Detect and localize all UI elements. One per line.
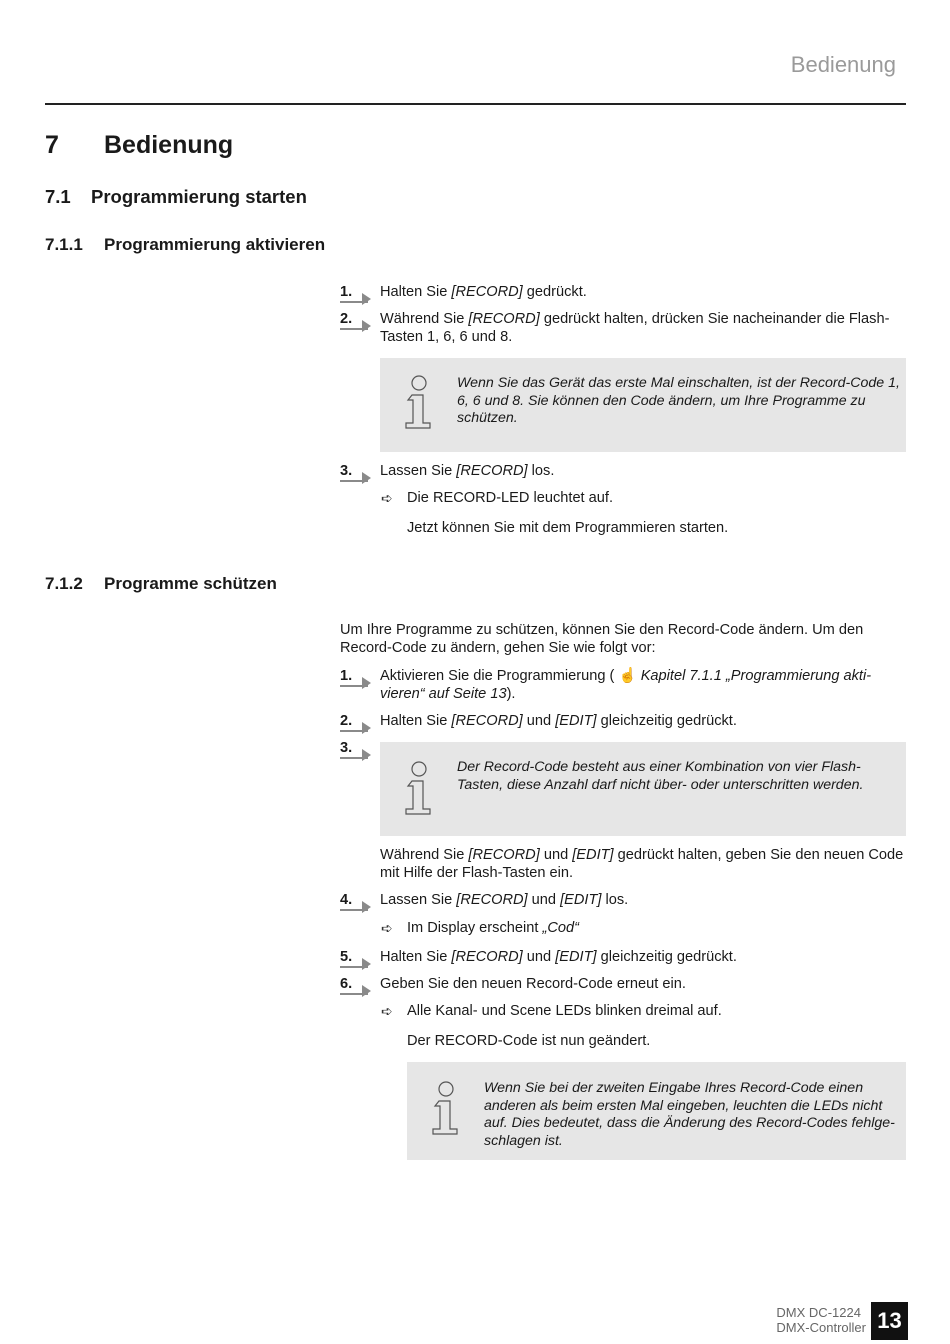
running-header: Bedienung	[790, 52, 896, 77]
step-marker	[340, 740, 380, 758]
key-label: [EDIT]	[572, 847, 614, 863]
text: Tasten 1, 6, 6 und 8.	[380, 328, 513, 345]
section-title: Programmierung starten	[91, 186, 307, 207]
step-text	[380, 949, 737, 967]
followup-text: Jetzt können Sie mit dem Programmieren starten.	[407, 520, 729, 536]
step-number: 1.	[340, 284, 353, 300]
page-number: 13	[871, 1302, 908, 1340]
key-label: [EDIT]	[555, 949, 597, 965]
chapter-title: Bedienung	[104, 131, 234, 159]
text: und	[522, 713, 556, 729]
text: anderen als beim ersten Mal eingeben, leuchten die LEDs nicht	[484, 1097, 883, 1114]
text: gleichzeitig gedrückt.	[596, 949, 737, 965]
text: los.	[527, 463, 555, 479]
text: Aktivieren Sie die Programmierung (	[380, 668, 619, 684]
note-text	[457, 759, 863, 794]
key-label: [RECORD]	[451, 284, 523, 300]
info-icon	[402, 374, 436, 430]
key-label: [RECORD]	[456, 463, 528, 479]
text: Wenn Sie bei der zweiten Eingabe Ihres Record-Code einen	[484, 1080, 864, 1096]
result-arrow-icon: ➪	[381, 490, 393, 506]
text: und	[527, 892, 561, 908]
text: Der Record-Code besteht aus einer Kombination von vier Flash-	[457, 759, 861, 775]
note-text	[457, 375, 900, 428]
step-number: 6.	[340, 976, 353, 992]
result-text: Alle Kanal- und Scene LEDs blinken dreimal auf.	[407, 1003, 722, 1019]
info-note	[407, 1062, 906, 1160]
step-text	[380, 847, 903, 882]
note-text	[484, 1080, 895, 1150]
step-number: 1.	[340, 668, 353, 684]
step-number: 3.	[340, 740, 353, 756]
step-marker	[340, 311, 380, 329]
result-arrow-icon: ➪	[381, 920, 393, 936]
subsection-number: 7.1.1	[45, 235, 83, 254]
step-marker	[340, 668, 380, 686]
step-text	[380, 713, 737, 731]
step-marker	[340, 463, 380, 481]
step-text	[380, 892, 628, 910]
text: Halten Sie	[380, 713, 452, 729]
display-text: „Cod“	[542, 920, 579, 936]
header-rule	[45, 103, 906, 105]
text: und	[539, 847, 573, 863]
step-text	[380, 463, 554, 481]
info-icon	[402, 760, 436, 816]
text: und	[522, 949, 556, 965]
step-number: 3.	[340, 463, 353, 479]
text: 6, 6 und 8. Sie können den Code ändern, um Ihre Programme zu	[457, 392, 866, 409]
intro-paragraph	[340, 622, 863, 657]
text: Im Display erscheint	[407, 920, 543, 936]
subsection-title: Programme schützen	[104, 574, 277, 593]
step-text	[380, 284, 587, 302]
text: Halten Sie	[380, 284, 452, 300]
result-text: Die RECORD-LED leuchtet auf.	[407, 490, 614, 506]
text: ).	[506, 685, 516, 702]
text: Wenn Sie das Gerät das erste Mal einschalten, ist der Record-Code 1,	[457, 375, 900, 391]
chapter-number: 7	[45, 131, 59, 159]
text: auf. Dies bedeutet, dass die Änderung des Record-Codes fehlge-	[484, 1115, 895, 1131]
text: Während Sie	[380, 847, 469, 863]
step-text	[380, 311, 889, 346]
text: gedrückt halten, drücken Sie nacheinander die Flash-	[539, 311, 890, 327]
footer-product-info	[776, 1305, 866, 1335]
text: schützen.	[457, 410, 518, 426]
cross-reference-link[interactable]: Kapitel 7.1.1 „Programmierung akti-	[640, 668, 872, 684]
cross-reference-link[interactable]: vieren“ auf Seite 13	[380, 685, 507, 702]
model-name: DMX DC-1224	[776, 1305, 861, 1320]
section-number: 7.1	[45, 186, 71, 207]
text: gedrückt halten, geben Sie den neuen Code	[613, 847, 904, 863]
key-label: [RECORD]	[451, 713, 523, 729]
key-label: [RECORD]	[468, 311, 540, 327]
text: gedrückt.	[522, 284, 587, 300]
text: gleichzeitig gedrückt.	[596, 713, 737, 729]
step-marker	[340, 976, 380, 994]
text: schlagen ist.	[484, 1132, 563, 1149]
subsection-number: 7.1.2	[45, 574, 83, 593]
result-arrow-icon: ➪	[381, 1003, 393, 1019]
key-label: [EDIT]	[555, 713, 597, 729]
subsection-title: Programmierung aktivieren	[104, 235, 326, 254]
step-text	[380, 668, 871, 703]
text: Tasten, diese Anzahl darf nicht über- oder unterschritten werden.	[457, 776, 864, 793]
key-label: [RECORD]	[451, 949, 523, 965]
text: Während Sie	[380, 311, 469, 327]
followup-text: Der RECORD-Code ist nun geändert.	[407, 1033, 651, 1049]
step-marker	[340, 949, 380, 967]
info-note	[380, 358, 906, 452]
key-label: [EDIT]	[560, 892, 602, 908]
info-icon	[429, 1080, 463, 1136]
text: Um Ihre Programme zu schützen, können Sie den Record-Code ändern. Um den	[340, 622, 864, 638]
key-label: [RECORD]	[468, 847, 540, 863]
step-marker	[340, 284, 380, 302]
step-number: 5.	[340, 949, 353, 965]
link-hand-icon: ☝	[618, 668, 637, 684]
product-name: DMX-Controller	[776, 1320, 866, 1335]
step-number: 2.	[340, 311, 353, 327]
key-label: [RECORD]	[456, 892, 528, 908]
text: mit Hilfe der Flash-Tasten ein.	[380, 864, 574, 881]
text: Lassen Sie	[380, 463, 457, 479]
step-number: 2.	[340, 713, 353, 729]
text: los.	[601, 892, 629, 908]
result-text	[407, 920, 579, 938]
text: Lassen Sie	[380, 892, 457, 908]
step-marker	[340, 713, 380, 731]
step-number: 4.	[340, 892, 353, 908]
step-text: Geben Sie den neuen Record-Code erneut ein.	[380, 976, 686, 992]
text: Record-Code zu ändern, gehen Sie wie folgt vor:	[340, 639, 656, 656]
info-note	[380, 742, 906, 836]
step-marker	[340, 892, 380, 910]
text: Halten Sie	[380, 949, 452, 965]
